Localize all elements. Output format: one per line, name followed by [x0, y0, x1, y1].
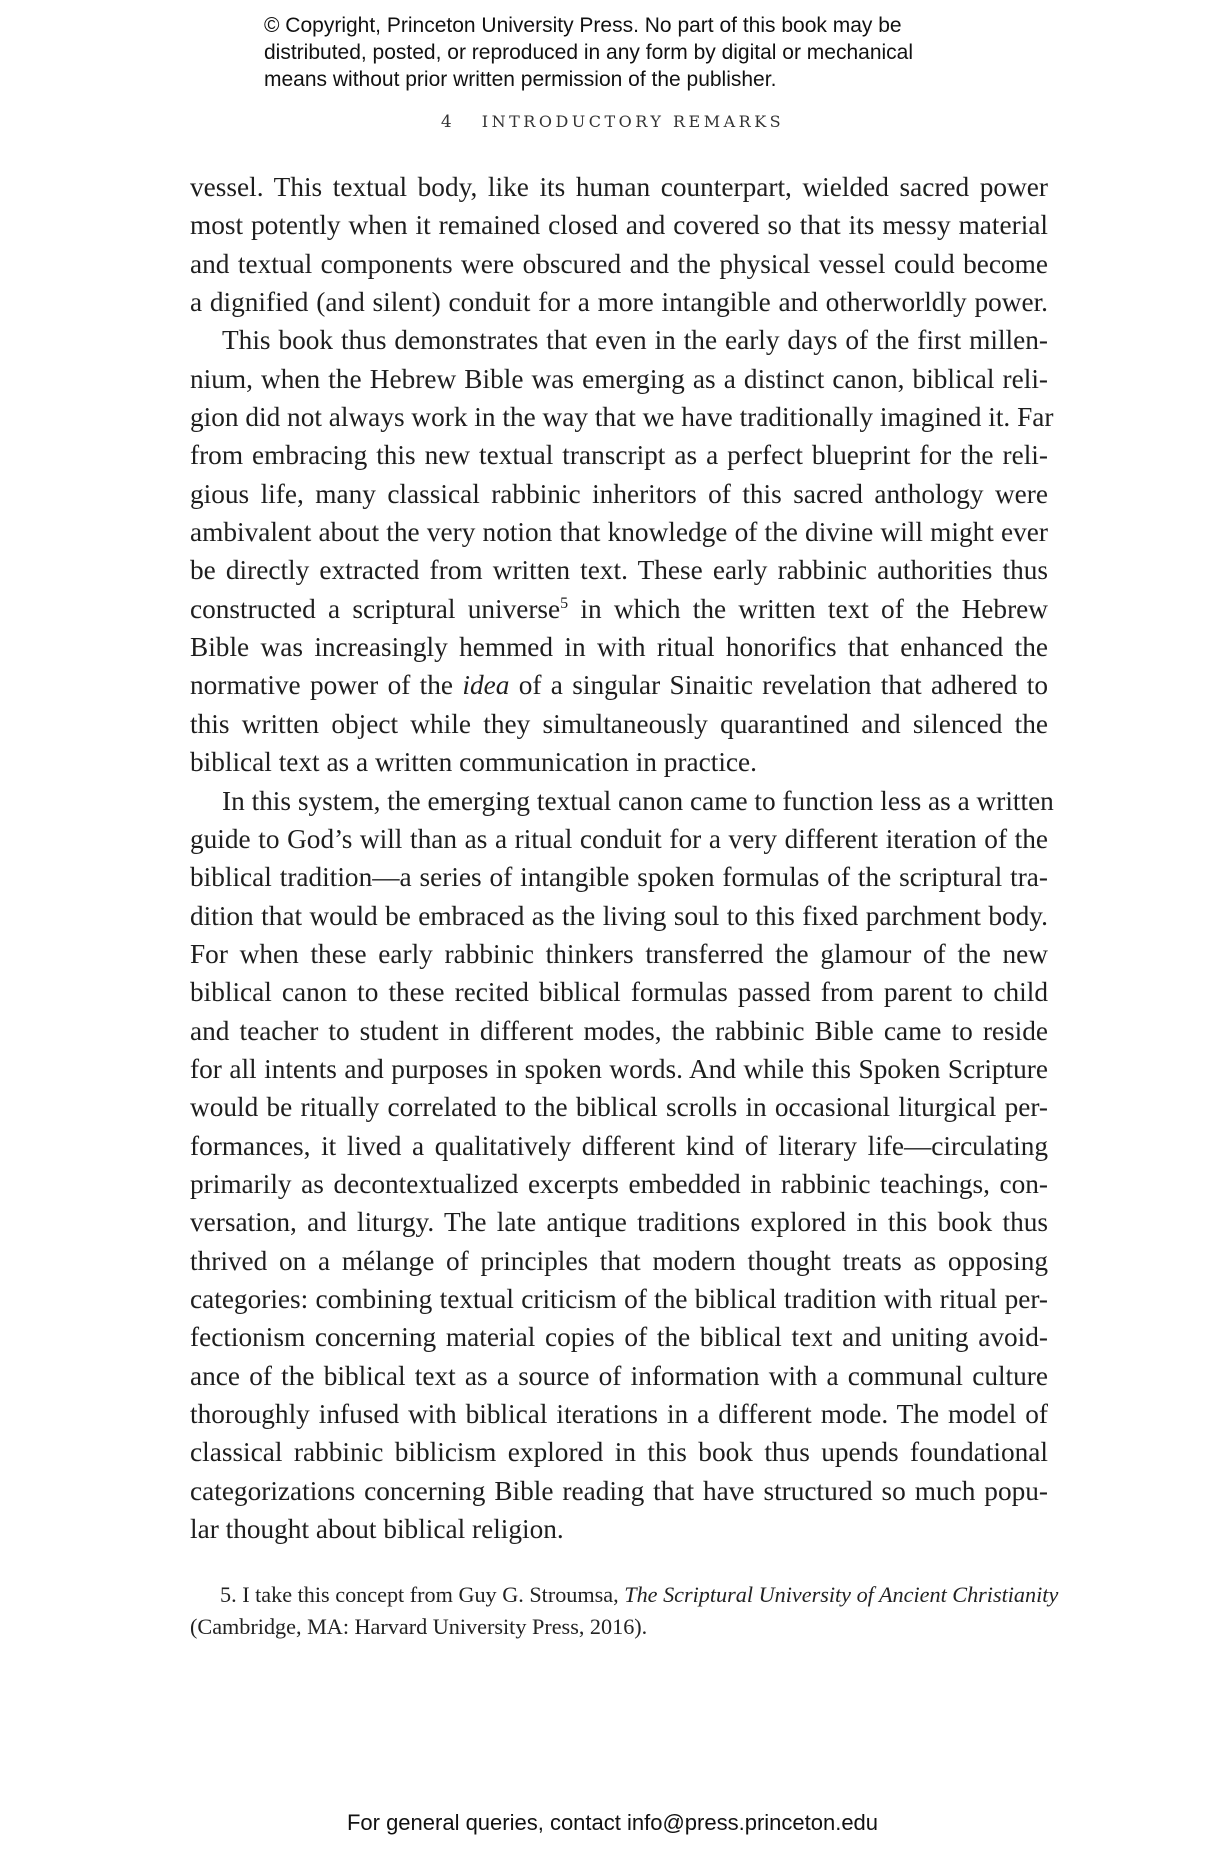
text-line: this written object while they simultaneously quarantined and silenced the: [190, 708, 1048, 739]
text-line: categories: combining textual criticism of the biblical tradition with ritual per-: [190, 1283, 1048, 1314]
text-segment: constructed a scriptural universe: [190, 593, 561, 624]
text-line: gious life, many classical rabbinic inheritors of this sacred anthology were: [190, 478, 1048, 509]
text-line: from embracing this new textual transcript as a perfect blueprint for the reli-: [190, 440, 1048, 471]
text-line: classical rabbinic biblicism explored in this book thus upends foundational: [190, 1437, 1048, 1468]
text-line: [190, 590, 1048, 628]
text-line: biblical text as a written communication in practice.: [190, 747, 757, 778]
paragraph-3: [190, 782, 1054, 1549]
footnote-line: [190, 1579, 1059, 1611]
running-head: [0, 112, 1225, 132]
footnote-ref: 5: [560, 594, 569, 612]
text-line: vessel. This textual body, like its human counterpart, wielded sacred power: [190, 172, 1048, 202]
text-line: gion did not always work in the way that we have traditionally imagined it. Far: [190, 402, 1054, 433]
footnote-text: I take this concept from Guy G. Stroumsa,: [236, 1582, 625, 1607]
text-line: lar thought about biblical religion.: [190, 1514, 564, 1545]
text-line: primarily as decontextualized excerpts embedded in rabbinic teachings, con-: [190, 1168, 1048, 1199]
text-line: formances, it lived a qualitatively different kind of literary life—circulating: [190, 1130, 1048, 1161]
footnote-book-title: The Scriptural University of Ancient Christianity: [624, 1582, 1059, 1607]
text-line: [190, 666, 1048, 704]
text-line: Bible was increasingly hemmed in with ritual honorifics that enhanced the: [190, 632, 1048, 663]
text-line: ambivalent about the very notion that knowledge of the divine will might ever: [190, 517, 1048, 548]
text-line: For when these early rabbinic thinkers transferred the glamour of the new: [190, 938, 1048, 969]
text-segment: of a singular Sinaitic revelation that adhered to: [509, 670, 1048, 701]
page-number: 4: [440, 112, 452, 132]
footer-contact: For general queries, contact info@press.princeton.edu: [346, 1810, 879, 1835]
text-segment: normative power of the: [190, 670, 463, 701]
text-line: dition that would be embraced as the living soul to this fixed parchment body.: [190, 900, 1048, 931]
text-line: and textual components were obscured and the physical vessel could become: [190, 248, 1048, 279]
text-line: be directly extracted from written text. These early rabbinic authorities thus: [190, 555, 1048, 586]
text-line: nium, when the Hebrew Bible was emerging as a distinct canon, biblical reli-: [190, 363, 1048, 394]
text-line: fectionism concerning material copies of the biblical text and uniting avoid-: [190, 1322, 1048, 1353]
text-line: thrived on a mélange of principles that modern thought treats as opposing: [190, 1245, 1048, 1276]
text-line: versation, and liturgy. The late antique traditions explored in this book thus: [190, 1207, 1048, 1238]
text-line: for all intents and purposes in spoken words. And while this Spoken Scripture: [190, 1053, 1048, 1084]
text-line: guide to God’s will than as a ritual conduit for a very different iteration of the: [190, 823, 1048, 854]
text-line: thoroughly infused with biblical iterations in a different mode. The model of: [190, 1399, 1048, 1429]
text-line: In this system, the emerging textual canon came to function less as a written: [222, 785, 1054, 816]
footnote-5: [190, 1579, 1059, 1643]
paragraph-2: [190, 321, 1054, 781]
text-line: most potently when it remained closed and covered so that its messy material: [190, 210, 1048, 241]
copyright-line-1: © Copyright, Princeton University Press. No part of this book may be: [264, 14, 902, 37]
footnote-line: (Cambridge, MA: Harvard University Press, 2016).: [190, 1614, 648, 1639]
body-text: [190, 168, 1054, 1548]
paragraph-1: [190, 168, 1048, 321]
text-line: This book thus demonstrates that even in the early days of the first millen-: [222, 325, 1048, 356]
text-line: biblical tradition—a series of intangible spoken formulas of the scriptural tra-: [190, 862, 1048, 893]
text-line: ance of the biblical text as a source of information with a communal culture: [190, 1360, 1048, 1391]
text-line: and teacher to student in different modes, the rabbinic Bible came to reside: [190, 1015, 1048, 1046]
text-segment: in which the written text of the Hebrew: [568, 593, 1048, 624]
running-head-title: INTRODUCTORY REMARKS: [481, 112, 785, 131]
emphasis: idea: [462, 670, 510, 701]
copyright-line-3: means without prior written permission of the publisher.: [264, 68, 777, 91]
text-line: biblical canon to these recited biblical formulas passed from parent to child: [190, 977, 1048, 1008]
footnote-number: 5.: [220, 1582, 237, 1607]
text-line: would be ritually correlated to the biblical scrolls in occasional liturgical per-: [190, 1092, 1048, 1123]
text-line: categorizations concerning Bible reading that have structured so much popu-: [190, 1475, 1048, 1506]
copyright-line-2: distributed, posted, or reproduced in any form by digital or mechanical: [264, 41, 914, 64]
copyright-notice: [264, 12, 1024, 93]
text-line: a dignified (and silent) conduit for a more intangible and otherworldly power.: [190, 287, 1048, 318]
